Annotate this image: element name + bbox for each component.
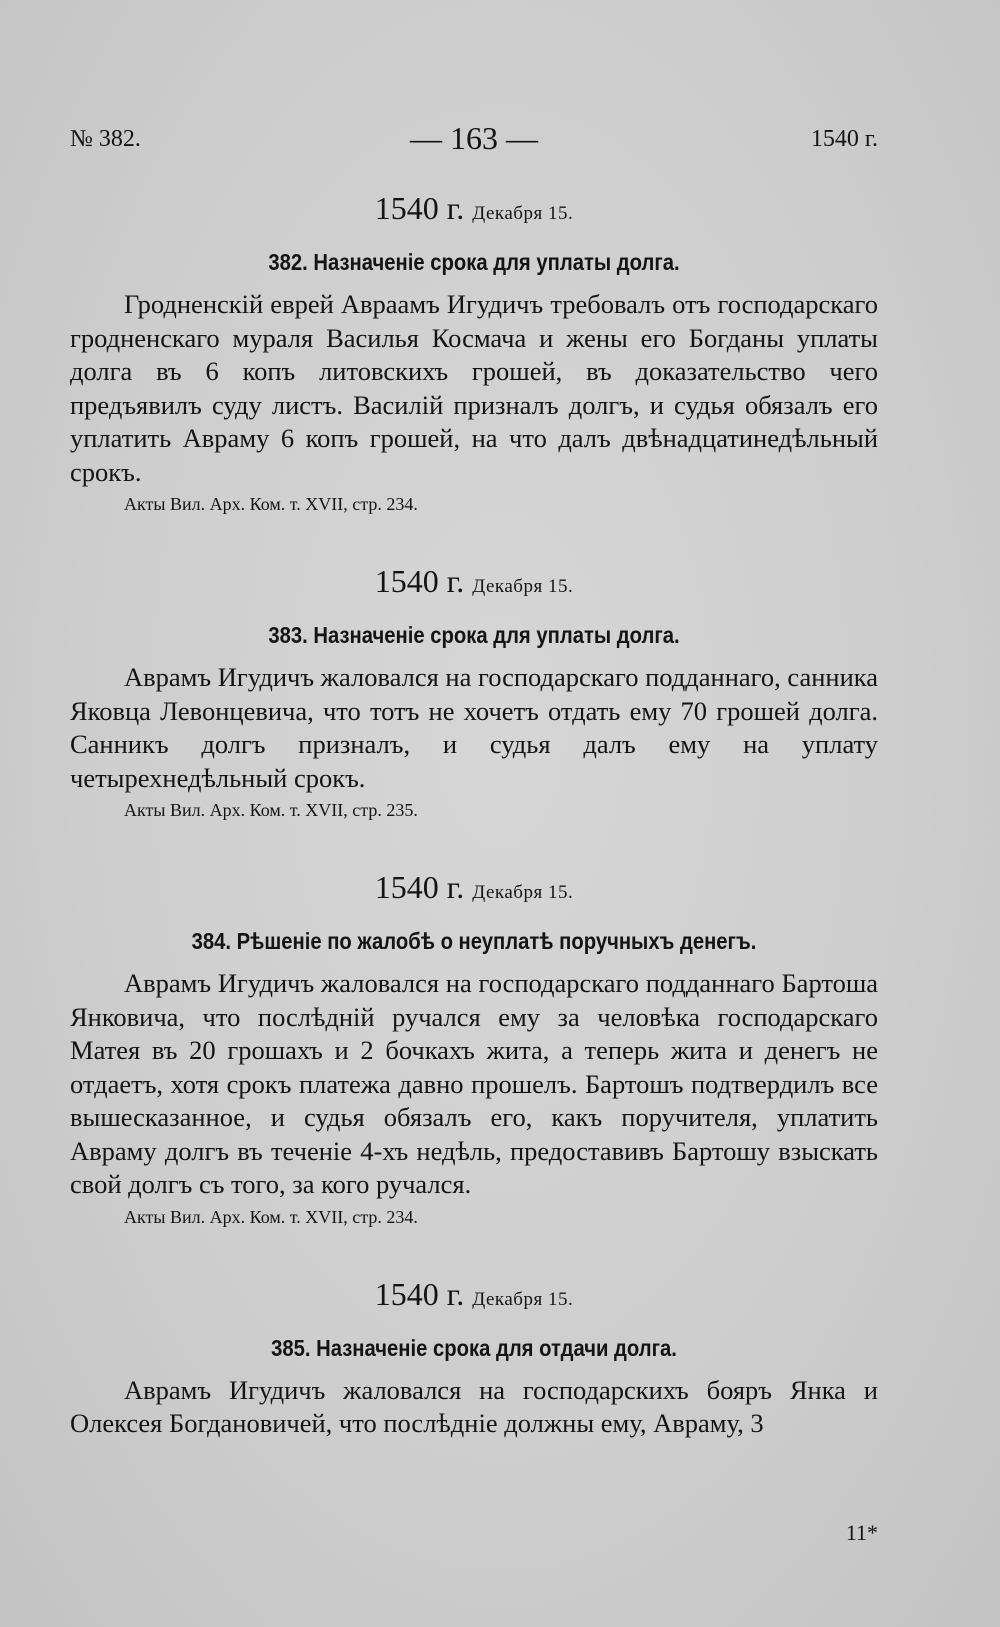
printer-signature: 11* [845, 1520, 878, 1545]
entry-day: Декабря 15. [472, 203, 574, 224]
entry-date [70, 1274, 878, 1320]
entry-383 [70, 561, 878, 823]
entry-year: 1540 г. [374, 190, 465, 226]
entry-title: 383. Назначеніе срока для уплаты долга. [268, 622, 680, 648]
entry-date [70, 561, 878, 607]
entry-text: Аврамъ Игудичъ жаловался на господарскаго подданнаго, санника Яковца Левонцевича, что тотъ не хочетъ отдать ему 70 грошей долга. Санникъ долгъ призналъ, и судья далъ ему на уплату четырехнедѣльный срокъ. [70, 662, 878, 793]
entry-title: 385. Назначеніе срока для отдачи долга. [271, 1334, 677, 1361]
header-year: 1540 г. [810, 126, 878, 152]
document-number: № 382. [70, 126, 141, 152]
spacer [70, 823, 878, 867]
entry-date [70, 188, 878, 234]
page-number: — 163 — [410, 120, 538, 156]
entry-source: Акты Вил. Арх. Ком. т. XVII, стр. 234. [124, 494, 418, 514]
spacer [70, 517, 878, 561]
entry-384 [70, 867, 878, 1230]
spacer [70, 1230, 878, 1274]
entry-year: 1540 г. [374, 1275, 465, 1312]
entry-385 [70, 1274, 878, 1441]
entry-day: Декабря 15. [472, 576, 574, 597]
entry-382 [70, 188, 878, 517]
entry-year: 1540 г. [374, 869, 465, 905]
entry-day: Декабря 15. [472, 1288, 574, 1310]
entry-source: Акты Вил. Арх. Ком. т. XVII, стр. 235. [124, 800, 418, 820]
entry-text: Аврамъ Игудичъ жаловался на господарскихъ бояръ Янка и Олексея Богдановичей, что послѣдніе должны ему, Авраму, 3 [70, 1374, 878, 1438]
entry-day: Декабря 15. [472, 882, 574, 903]
entry-source: Акты Вил. Арх. Ком. т. XVII, стр. 234. [124, 1206, 418, 1227]
entry-title: 384. Рѣшеніе по жалобѣ о неуплатѣ поручныхъ денегъ. [191, 928, 757, 954]
page-body [70, 188, 878, 1441]
entry-text: Аврамъ Игудичъ жаловался на господарскаго подданнаго Бартоша Янковича, что послѣдній ручался ему за человѣка господарскаго Матея въ 20 грошахъ и 2 бочкахъ жита, а теперь жита и денегъ не отдаетъ, хотя срокъ платежа давно прошелъ. Бартошъ подтвердилъ все вышесказанное, и судья обязалъ его, какъ поручителя, уплатить Авраму долгъ въ теченіе 4-хъ недѣль, предоставивъ Бартошу взыскать свой долгъ съ того, за кого ручался. [70, 968, 878, 1199]
entry-text: Гродненскій еврей Авраамъ Игудичъ требовалъ отъ господарскаго гродненскаго мураля Василья Космача и жены его Богданы уплаты долга въ 6 копъ литовскихъ грошей, въ доказательство чего предъявилъ суду листъ. Василій призналъ долгъ, и судья обязалъ его уплатить Авраму 6 копъ грошей, на что далъ двѣнадцатинедѣльный срокъ. [70, 289, 878, 487]
entry-title: 382. Назначеніе срока для уплаты долга. [268, 249, 680, 275]
entry-date [70, 867, 878, 913]
page-header [70, 120, 878, 162]
entry-year: 1540 г. [374, 563, 465, 599]
